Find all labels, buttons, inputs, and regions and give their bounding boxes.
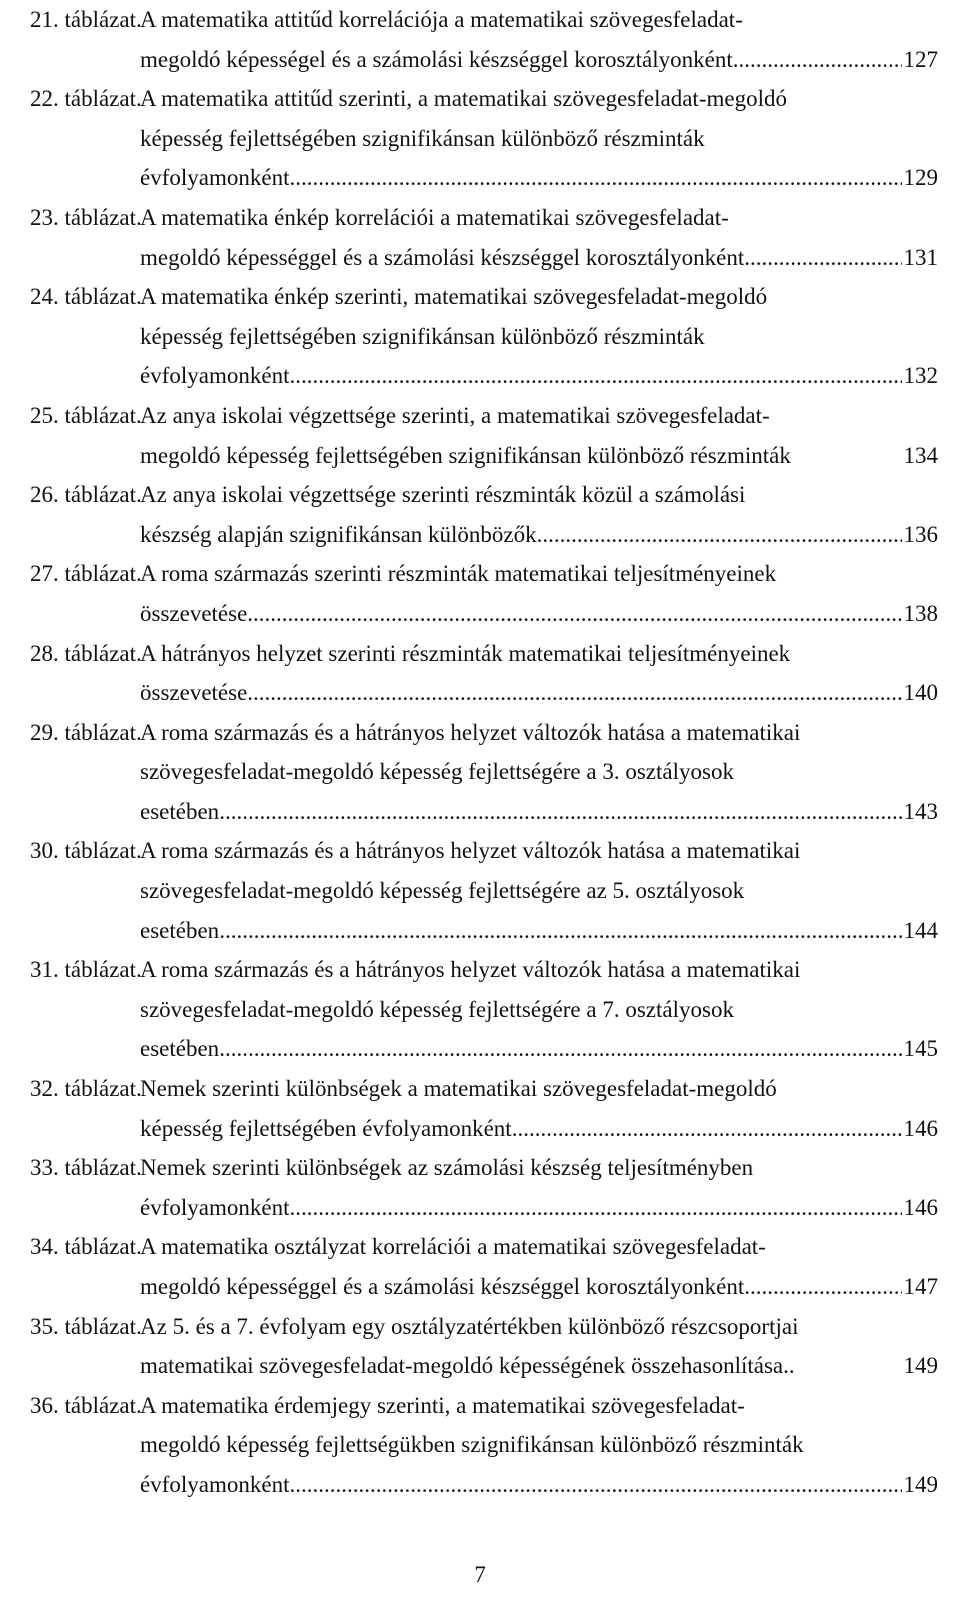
dot-leader [289, 1188, 901, 1228]
toc-page-number[interactable]: 149 [903, 1471, 938, 1497]
toc-entry-line [30, 634, 938, 674]
toc-entry-line [30, 554, 938, 594]
toc-entry-title: Az 5. és a 7. évfolyam egy osztályzatértékben különböző részcsoportjai [140, 1313, 799, 1339]
page-number: 7 [474, 1562, 486, 1587]
toc-page-number[interactable]: 143 [903, 798, 938, 824]
toc-entry-title: A matematika attitűd szerinti, a matematikai szövegesfeladat-megoldó [140, 86, 787, 112]
table-label: 22. táblázat. [30, 86, 142, 112]
toc-entry[interactable] [30, 1069, 938, 1148]
toc-page-number[interactable]: 146 [903, 1194, 938, 1220]
toc-entry-line [30, 1109, 938, 1149]
dot-leader [512, 1109, 902, 1149]
toc-entry-title: szövegesfeladat-megoldó képesség fejlettségére a 3. osztályosok [140, 759, 734, 785]
toc-entry-title: megoldó képesség fejlettségükben szignifikánsan különböző részminták [140, 1432, 804, 1458]
toc-entry-line [30, 40, 938, 80]
toc-page-number[interactable]: 131 [903, 244, 938, 270]
toc-page-number[interactable]: 134 [903, 442, 938, 468]
toc-entry-line [30, 0, 938, 40]
toc-entry-line [30, 1148, 938, 1188]
toc-entry[interactable] [30, 1386, 938, 1505]
toc-entry-line [30, 1307, 938, 1347]
toc-entry[interactable] [30, 713, 938, 832]
toc-entry-line [30, 594, 938, 634]
toc-entry-line [30, 1188, 938, 1228]
toc-entry-title: esetében [140, 798, 220, 824]
toc-entry-title: A roma származás és a hátrányos helyzet változók hatása a matematikai [140, 838, 801, 864]
toc-entry-title: képesség fejlettségében szignifikánsan különböző részminták [140, 323, 705, 349]
toc-entry-title: Nemek szerinti különbségek a matematikai szövegesfeladat-megoldó [140, 1076, 777, 1102]
table-label: 30. táblázat. [30, 838, 142, 864]
toc-page-number[interactable]: 144 [903, 917, 938, 943]
table-label: 25. táblázat. [30, 402, 142, 428]
toc-entry-title: esetében [140, 917, 220, 943]
table-label: 35. táblázat. [30, 1313, 142, 1339]
toc-entry-title: A matematika osztályzat korrelációi a matematikai szövegesfeladat- [140, 1234, 766, 1260]
dot-leader [537, 515, 902, 555]
toc-entry[interactable] [30, 198, 938, 277]
toc-entry-title: A matematika énkép szerinti, matematikai szövegesfeladat-megoldó [140, 284, 768, 310]
toc-entry-line [30, 950, 938, 990]
toc-entry-line [30, 515, 938, 555]
toc-entry-line [30, 1267, 938, 1307]
toc-entry-title: készség alapján szignifikánsan különbözők [140, 521, 537, 547]
toc-entry-line [30, 1465, 938, 1505]
toc-entry-title: évfolyamonként [140, 1471, 290, 1497]
toc-page-number[interactable]: 129 [903, 165, 938, 191]
toc-entry-line [30, 475, 938, 515]
toc-entry[interactable] [30, 950, 938, 1069]
toc-entry-line [30, 1069, 938, 1109]
toc-entry[interactable] [30, 396, 938, 475]
table-label: 36. táblázat. [30, 1392, 142, 1418]
toc-entry-title: évfolyamonként [140, 363, 290, 389]
dot-leader [744, 238, 901, 278]
toc-page-number[interactable]: 136 [903, 521, 938, 547]
table-label: 23. táblázat. [30, 204, 142, 230]
toc-entry-title: összevetése [140, 680, 248, 706]
toc-entry[interactable] [30, 831, 938, 950]
toc-entry-title: évfolyamonként [140, 1194, 290, 1220]
toc-entry[interactable] [30, 1148, 938, 1227]
toc-entry-title: A roma származás szerinti részminták matematikai teljesítményeinek [140, 561, 777, 587]
toc-entry-title: A roma származás és a hátrányos helyzet változók hatása a matematikai [140, 719, 801, 745]
toc-entry-line [30, 317, 938, 357]
toc-entry-title: Az anya iskolai végzettsége szerinti részminták közül a számolási [140, 482, 746, 508]
toc-entry[interactable] [30, 1307, 938, 1386]
toc-entry-line [30, 1227, 938, 1267]
table-label: 32. táblázat. [30, 1076, 142, 1102]
toc-page-number[interactable]: 140 [903, 680, 938, 706]
table-label: 27. táblázat. [30, 561, 142, 587]
table-label: 28. táblázat. [30, 640, 142, 666]
toc-entry-title: esetében [140, 1036, 220, 1062]
toc-entry-line [30, 198, 938, 238]
toc-entry[interactable] [30, 634, 938, 713]
dot-leader [733, 40, 902, 80]
toc-page-number[interactable]: 138 [903, 600, 938, 626]
toc-entry-title: évfolyamonként [140, 165, 290, 191]
toc-entry[interactable] [30, 1227, 938, 1306]
toc-entry-line [30, 436, 938, 476]
toc-entry-title: A matematika attitűd korrelációja a matematikai szövegesfeladat- [140, 7, 743, 32]
toc-entry-title: A matematika érdemjegy szerinti, a matematikai szövegesfeladat- [140, 1392, 745, 1418]
toc-entry-line [30, 990, 938, 1030]
toc-entry-line [30, 238, 938, 278]
dot-leader [289, 1465, 901, 1505]
toc-entry-line [30, 1425, 938, 1465]
toc-entry[interactable] [30, 79, 938, 198]
toc-entry-title: szövegesfeladat-megoldó képesség fejlettségére az 5. osztályosok [140, 878, 745, 904]
toc-entry-title: matematikai szövegesfeladat-megoldó képességének összehasonlítása.. [140, 1353, 795, 1379]
table-label: 34. táblázat. [30, 1234, 142, 1260]
toc-entry-title: megoldó képességel és a számolási készséggel korosztályonként [140, 46, 733, 72]
toc-entry-title: A matematika énkép korrelációi a matematikai szövegesfeladat- [140, 204, 729, 230]
toc-entry-line [30, 356, 938, 396]
toc-entry-line [30, 713, 938, 753]
toc-entry-line [30, 871, 938, 911]
toc-entry-title: megoldó képességgel és a számolási készséggel korosztályonként [140, 244, 745, 270]
table-of-tables [30, 0, 938, 1505]
toc-entry[interactable] [30, 277, 938, 396]
toc-entry-line [30, 277, 938, 317]
toc-entry[interactable] [30, 475, 938, 554]
toc-entry[interactable] [30, 0, 938, 79]
toc-page-number[interactable]: 146 [903, 1115, 938, 1141]
table-label: 24. táblázat. [30, 284, 142, 310]
table-label: 29. táblázat. [30, 719, 142, 745]
toc-entry-title: képesség fejlettségében évfolyamonként [140, 1115, 512, 1141]
toc-page-number[interactable]: 132 [903, 363, 938, 389]
dot-leader [289, 356, 901, 396]
dot-leader [219, 911, 901, 951]
dot-leader [219, 792, 901, 832]
toc-page-number[interactable]: 147 [903, 1274, 938, 1299]
toc-entry-line [30, 1386, 938, 1426]
table-label: 21. táblázat. [30, 7, 142, 32]
toc-page-number[interactable]: 145 [903, 1036, 938, 1062]
toc-entry-title: szövegesfeladat-megoldó képesség fejlettségére a 7. osztályosok [140, 996, 734, 1022]
table-label: 26. táblázat. [30, 482, 142, 508]
toc-entry-title: összevetése [140, 600, 248, 626]
toc-entry-line [30, 1029, 938, 1069]
dot-leader [247, 673, 901, 713]
dot-leader [289, 158, 901, 198]
toc-entry-title: megoldó képességgel és a számolási készséggel korosztályonként [140, 1274, 745, 1299]
toc-entry-line [30, 673, 938, 713]
dot-leader [247, 594, 901, 634]
toc-entry-line [30, 831, 938, 871]
dot-leader [744, 1267, 901, 1307]
toc-page-number[interactable]: 127 [903, 46, 938, 72]
toc-entry-title: képesség fejlettségében szignifikánsan különböző részminták [140, 125, 705, 151]
toc-entry-line [30, 1346, 938, 1386]
table-label: 31. táblázat. [30, 957, 142, 983]
toc-entry-line [30, 911, 938, 951]
toc-entry-title: megoldó képesség fejlettségében szignifikánsan különböző részminták [140, 442, 791, 468]
toc-entry-line [30, 396, 938, 436]
toc-entry-title: Az anya iskolai végzettsége szerinti, a matematikai szövegesfeladat- [140, 402, 770, 428]
toc-entry-line [30, 119, 938, 159]
toc-page-number[interactable]: 149 [903, 1353, 938, 1379]
toc-entry-title: A hátrányos helyzet szerinti részminták matematikai teljesítményeinek [140, 640, 791, 666]
table-label: 33. táblázat. [30, 1155, 142, 1181]
toc-entry-line [30, 752, 938, 792]
toc-entry[interactable] [30, 554, 938, 633]
toc-entry-line [30, 158, 938, 198]
toc-entry-line [30, 792, 938, 832]
toc-entry-title: Nemek szerinti különbségek az számolási készség teljesítményben [140, 1155, 754, 1181]
dot-leader [219, 1029, 901, 1069]
toc-entry-title: A roma származás és a hátrányos helyzet változók hatása a matematikai [140, 957, 801, 983]
toc-entry-line [30, 79, 938, 119]
